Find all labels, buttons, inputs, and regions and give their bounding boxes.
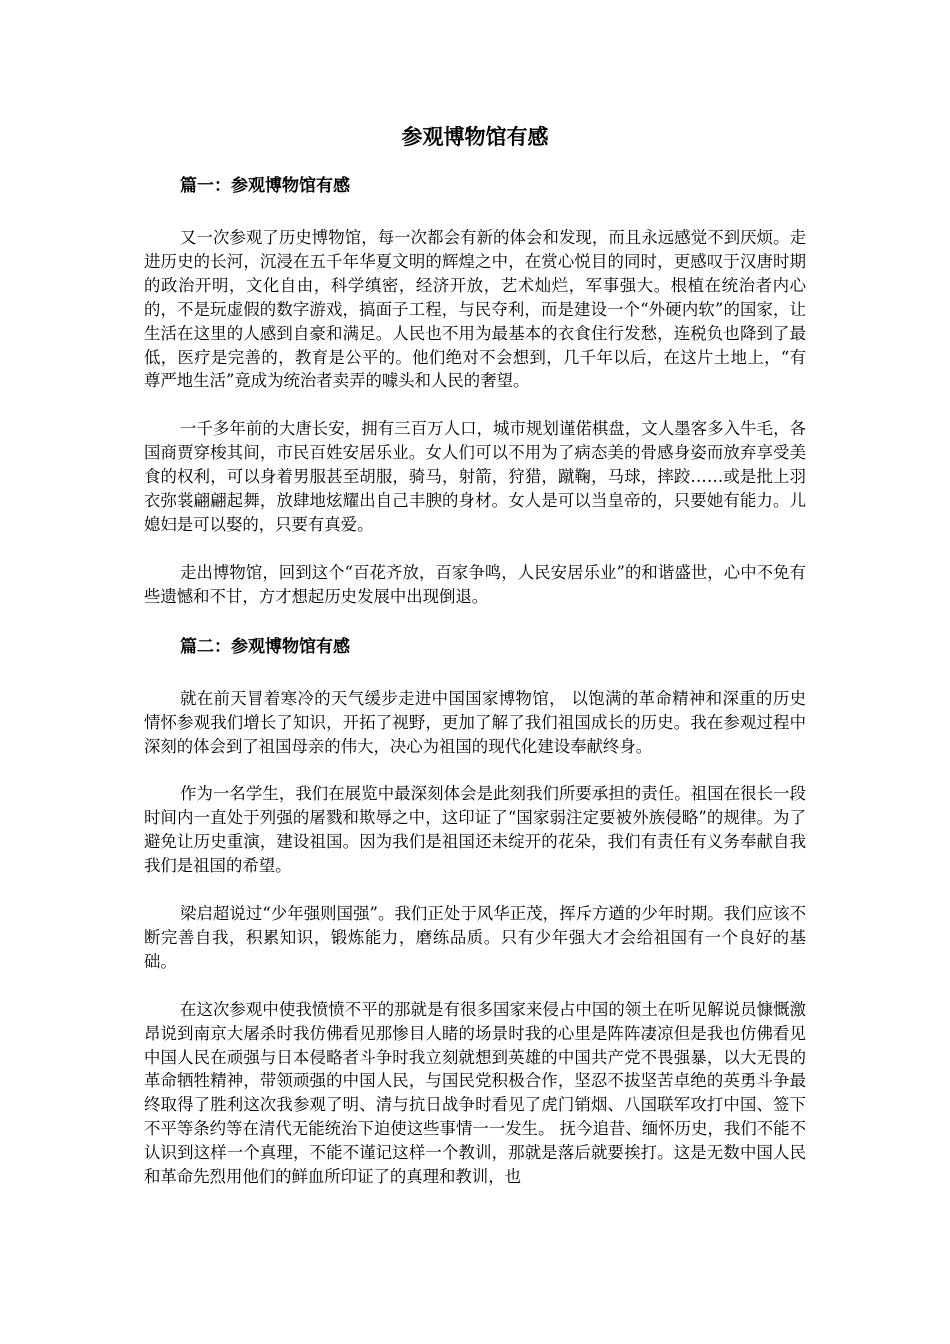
paragraph: 又一次参观了历史博物馆，每一次都会有新的体会和发现，而且永远感觉不到厌烦。走进历史的长河，沉浸在五千年华夏文明的辉煌之中，在赏心悦目的同时，更感叹于汉唐时期的政治开明，文化自由，科学缜密，经济开放，艺术灿烂，军事强大。根植在统治者内心的，不是玩虚假的数字游戏，搞面子工程，与民夺利，而是建设一个“外硬内软”的国家，让生活在这里的人感到自豪和满足。人民也不用为最基本的衣食住行发愁，连税负也降到了最低，医疗是完善的，教育是公平的。他们绝对不会想到，几千年以后，在这片土地上，“有尊严地生活”竟成为统治者卖弄的噱头和人民的奢望。 <box>144 228 806 391</box>
paragraph: 梁启超说过“少年强则国强”。我们正处于风华正茂，挥斥方遒的少年时期。我们应该不断完善自我，积累知识，锻炼能力，磨练品质。只有少年强大才会给祖国有一个良好的基础。 <box>144 904 806 971</box>
section-heading: 篇二：参观博物馆有感 <box>180 636 350 657</box>
paragraph: 就在前天冒着寒冷的天气缓步走进中国国家博物馆， 以饱满的革命精神和深重的历史情怀参观我们增长了知识，开拓了视野，更加了解了我们祖国成长的历史。我在参观过程中深刻的体会到了祖国母亲的伟大，决心为祖国的现代化建设奉献终身。 <box>144 688 806 756</box>
document-body <box>144 172 806 1189</box>
section-1 <box>144 172 806 609</box>
paragraph: 作为一名学生，我们在展览中最深刻体会是此刻我们所要承担的责任。祖国在很长一段时间内一直处于列强的屠戮和欺辱之中，这印证了“国家弱注定要被外族侵略”的规律。为了避免让历史重演，建设祖国。因为我们是祖国还未绽开的花朵，我们有责任有义务奉献自我我们是祖国的希望。 <box>144 784 806 876</box>
section-heading: 篇一：参观博物馆有感 <box>180 176 350 196</box>
paragraph: 走出博物馆，回到这个“百花齐放，百家争鸣，人民安居乐业”的和谐盛世，心中不免有些遗憾和不甘，方才想起历史发展中出现倒退。 <box>144 562 806 606</box>
document-title: 参观博物馆有感 <box>401 124 549 149</box>
paragraph: 在这次参观中使我愤愤不平的那就是有很多国家来侵占中国的领土在听见解说员慷慨激昂说到南京大屠杀时我仿佛看见那惨目人睹的场景时我的心里是阵阵凄凉但是我也仿佛看见中国人民在顽强与日本侵略者斗争时我立刻就想到英雄的中国共产党不畏强暴，以大无畏的革命牺牲精神，带领顽强的中国人民，与国民党积极合作，坚忍不拔坚苦卓绝的英勇斗争最终取得了胜利这次我参观了明、清与抗日战争时看见了虎门销烟、八国联军攻打中国、签下不平等条约等在清代无能统治下迫使这些事情一一发生。 抚今追昔、缅怀历史，我们不能不认识到这样一个真理，不能不谨记这样一个教训，那就是落后就要挨打。这是无数中国人民和革命先烈用他们的鲜血所印证了的真理和教训，也 <box>144 999 806 1187</box>
paragraph: 一千多年前的大唐长安，拥有三百万人口，城市规划谨偌棋盘，文人墨客多入牛毛，各国商贾穿梭其间，市民百姓安居乐业。女人们可以不用为了病态美的骨感身姿而放弃享受美食的权利，可以身着男服甚至胡服，骑马，射箭，狩猎，蹴鞠，马球，摔跤……或是批上羽衣弥裳翩翩起舞，放肆地炫耀出自己丰腴的身材。女人是可以当皇帝的，只要她有能力。儿媳妇是可以娶的，只要有真爱。 <box>144 419 806 534</box>
section-2 <box>144 633 806 1189</box>
